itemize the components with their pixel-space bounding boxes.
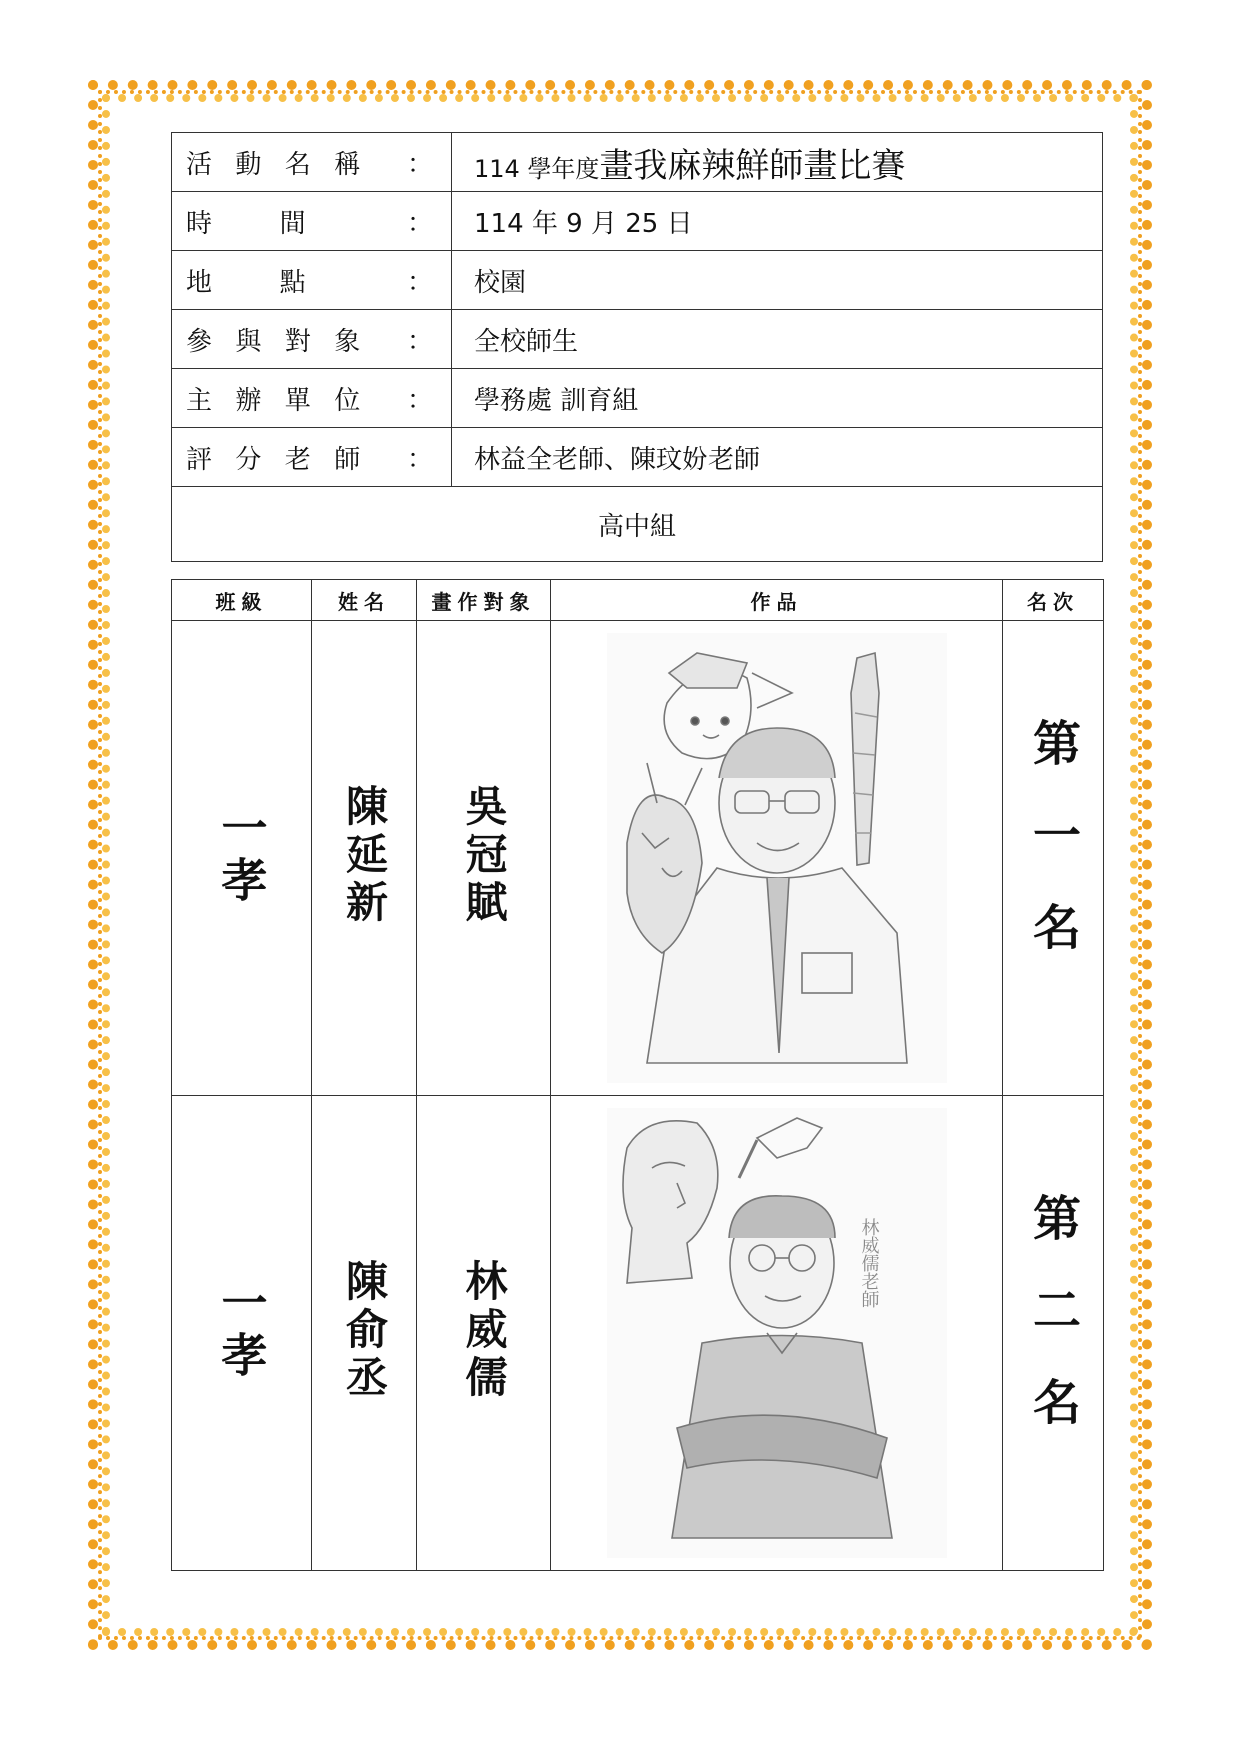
- award-subject-cell: [417, 621, 551, 1096]
- label-judges: 評分老師 ：: [172, 428, 452, 487]
- header-artwork: 作品: [551, 580, 1003, 621]
- award-rank: 第一名: [1024, 718, 1081, 994]
- award-class-cell: [172, 1096, 312, 1571]
- info-row-location: [172, 251, 1103, 310]
- info-row-organizer: [172, 369, 1103, 428]
- label-location: 地點 ：: [172, 251, 452, 310]
- info-row-judges: [172, 428, 1103, 487]
- info-row-group: [172, 487, 1103, 562]
- award-subject-cell: [417, 1096, 551, 1571]
- value-participants: 全校師生: [452, 310, 1103, 369]
- award-class-cell: [172, 621, 312, 1096]
- artwork-sketch-2: [607, 1108, 947, 1558]
- value-location: 校園: [452, 251, 1103, 310]
- label-time: 時間 ：: [172, 192, 452, 251]
- award-name-cell: [312, 1096, 417, 1571]
- header-subject: 畫作對象: [417, 580, 551, 621]
- info-row-time: [172, 192, 1103, 251]
- award-artwork-cell: [551, 621, 1003, 1096]
- label-participants: 參與對象 ：: [172, 310, 452, 369]
- award-name-cell: [312, 621, 417, 1096]
- artwork-signature: 林威儒老師: [858, 1218, 879, 1308]
- value-judges: 林益全老師、陳玟妢老師: [452, 428, 1103, 487]
- award-rank-cell: [1003, 1096, 1104, 1571]
- artwork-sketch-1: [607, 633, 947, 1083]
- award-subject-name: 吳冠賦: [459, 784, 509, 928]
- awards-table: [171, 579, 1104, 1571]
- award-row: [172, 621, 1104, 1096]
- award-rank-cell: [1003, 621, 1104, 1096]
- value-activity-name: 114 學年度畫我麻辣鮮師畫比賽: [452, 133, 1103, 192]
- value-time: 114 年 9 月 25 日: [452, 192, 1103, 251]
- award-subject-name: 林威儒: [459, 1259, 509, 1403]
- info-row-participants: [172, 310, 1103, 369]
- award-class: 一孝: [214, 1279, 269, 1383]
- group-title: 高中組: [172, 487, 1103, 562]
- awards-header-row: [172, 580, 1104, 621]
- header-name: 姓名: [312, 580, 417, 621]
- award-student-name: 陳俞丞: [340, 1259, 389, 1403]
- award-class: 一孝: [214, 804, 269, 908]
- info-row-activity: [172, 133, 1103, 192]
- header-rank: 名次: [1003, 580, 1104, 621]
- award-artwork-cell: [551, 1096, 1003, 1571]
- header-class: 班級: [172, 580, 312, 621]
- label-organizer: 主辦單位 ：: [172, 369, 452, 428]
- award-rank: 第二名: [1024, 1193, 1081, 1469]
- value-organizer: 學務處 訓育組: [452, 369, 1103, 428]
- event-info-table: [171, 132, 1103, 562]
- award-row: [172, 1096, 1104, 1571]
- label-activity-name: 活動名稱 ：: [172, 133, 452, 192]
- award-student-name: 陳延新: [340, 784, 389, 928]
